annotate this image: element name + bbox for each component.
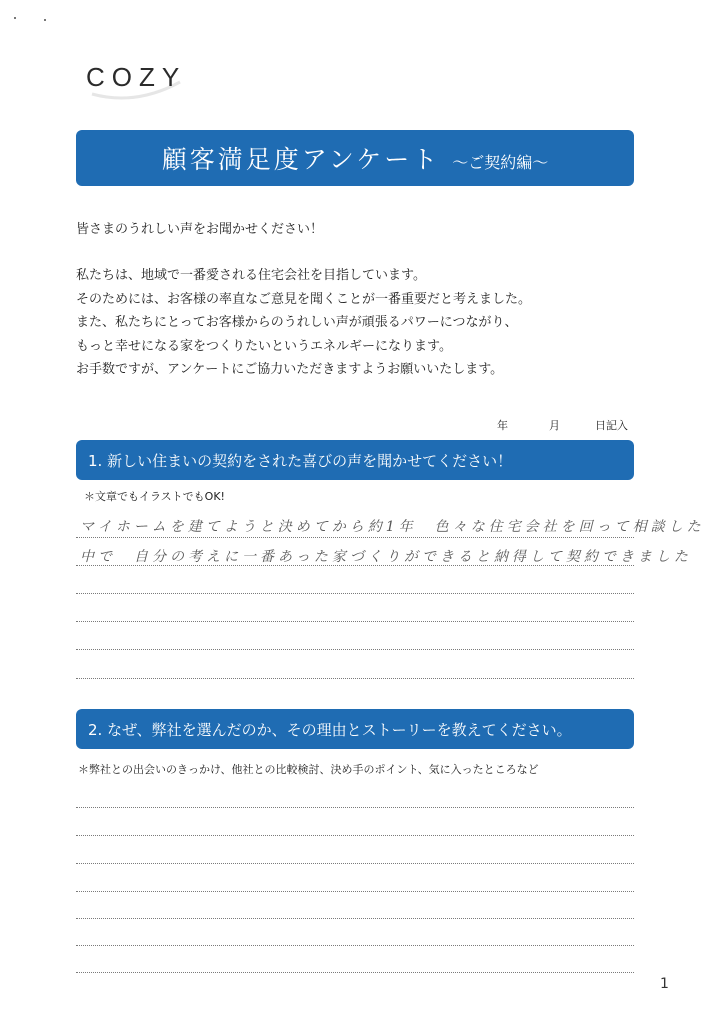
handwritten-answer-line: 中で 自分の考えに一番あった家づくりができると納得して契約できました	[80, 549, 692, 565]
answer-line[interactable]	[76, 621, 634, 622]
answer-line[interactable]	[76, 593, 634, 594]
page-number: 1	[660, 976, 669, 992]
answer-line[interactable]	[76, 678, 634, 679]
survey-subtitle: ～ご契約編～	[452, 152, 549, 172]
scan-speck	[44, 19, 46, 21]
section1-title: 1. 新しい住まいの契約をされた喜びの声を聞かせてください！	[88, 451, 513, 470]
handwritten-answer-line: マイホームを建てようと決めてから約1年 色々な住宅会社を回って相談した	[80, 519, 705, 535]
scan-speck	[14, 17, 16, 19]
answer-line[interactable]	[76, 945, 634, 946]
section2-title: 2. なぜ、弊社を選んだのか、その理由とストーリーを教えてください。	[88, 720, 572, 739]
section2-header	[76, 709, 634, 749]
section2-note: ＊弊社との出会いのきっかけ、他社との比較検討、決め手のポイント、気に入ったところなど	[78, 763, 539, 776]
answer-line[interactable]	[76, 891, 634, 892]
section1-header	[76, 440, 634, 480]
intro-text: 皆さまのうれしい声をお聞かせください！	[76, 222, 324, 237]
date-year-label: 年	[497, 419, 508, 432]
answer-line[interactable]	[76, 972, 634, 973]
answer-line[interactable]	[76, 649, 634, 650]
paragraph-line: もっと幸せになる家をつくりたいというエネルギーになります。	[76, 338, 452, 354]
answer-line[interactable]	[76, 565, 634, 566]
company-logo: COZY	[86, 62, 187, 92]
date-month-label: 月	[549, 419, 560, 432]
survey-title-banner	[76, 130, 634, 186]
answer-line[interactable]	[76, 918, 634, 919]
survey-title: 顧客満足度アンケート	[161, 145, 441, 174]
paragraph-line: お手数ですが、アンケートにご協力いただきますようお願いいたします。	[76, 362, 504, 377]
answer-line[interactable]	[76, 537, 634, 538]
paragraph-line: そのためには、お客様の率直なご意見を聞くことが一番重要だと考えました。	[76, 291, 532, 307]
intro-paragraph	[76, 264, 531, 382]
answer-line[interactable]	[76, 863, 634, 864]
answer-line[interactable]	[76, 807, 634, 808]
section1-note: ＊文章でもイラストでもOK!	[84, 490, 225, 503]
paragraph-line: 私たちは、地域で一番愛される住宅会社を目指しています。	[76, 268, 426, 283]
paragraph-line: また、私たちにとってお客様からのうれしい声が頑張るパワーにつながり、	[76, 315, 518, 330]
answer-line[interactable]	[76, 835, 634, 836]
date-day-label: 日記入	[595, 419, 628, 432]
